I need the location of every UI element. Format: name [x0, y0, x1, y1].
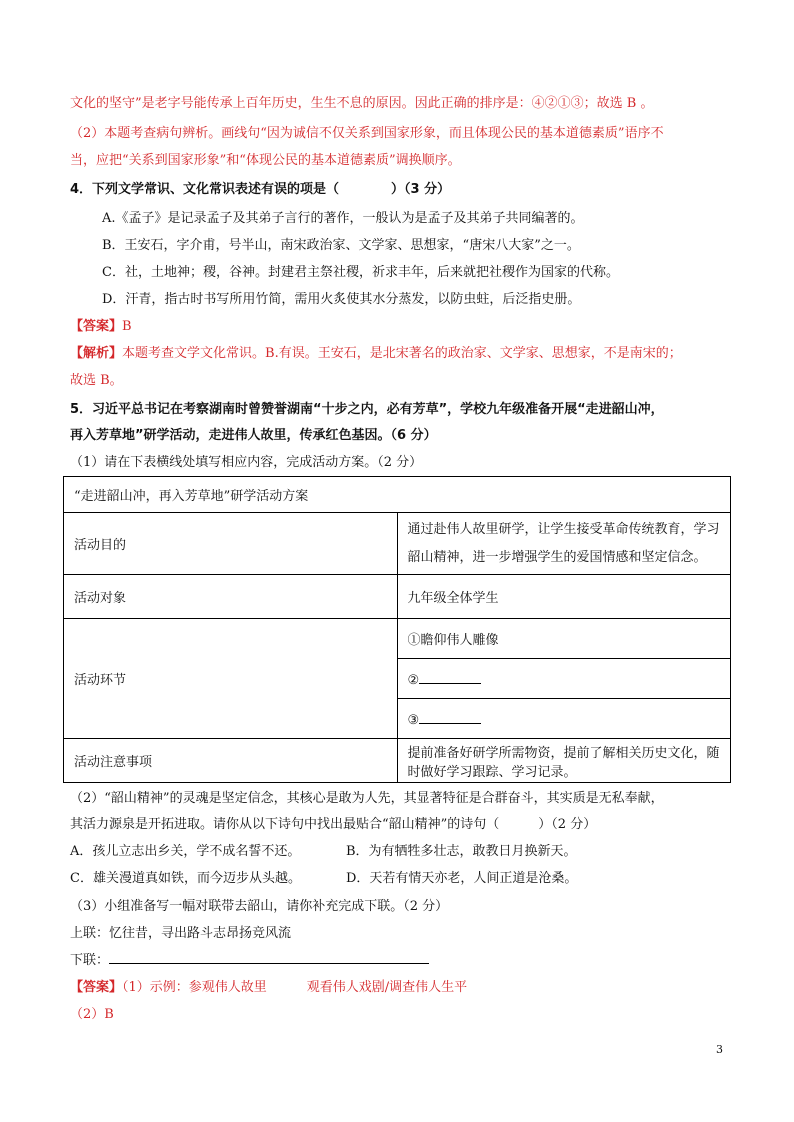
answer-1-suffix: 观看伟人戏剧/调查伟人生平: [306, 980, 468, 995]
couplet-lower: [70, 949, 429, 968]
question-5-answer-line-2: （2）B: [70, 1007, 114, 1022]
question-4-option-a: A.《孟子》是记录孟子及其弟子言行的著作，一般认为是孟子及其弟子共同编著的。: [102, 211, 584, 226]
poem-option-c: C．雄关漫道真如铁，而今迈步从头越。: [70, 871, 301, 886]
prev-answer-line-1: 文化的坚守”是老字号能传承上百年历史，生生不息的原因。因此正确的排序是：④②①③；故选 B 。: [70, 96, 654, 111]
target-text: 九年级全体学生: [397, 575, 731, 619]
couplet-lower-label: 下联：: [70, 953, 110, 968]
step-2-blank[interactable]: [419, 669, 481, 684]
analysis-tag: 【解析】: [70, 346, 123, 361]
step-2-number: ②: [407, 673, 420, 688]
target-label: 活动对象: [64, 575, 398, 619]
question-5-stem-line-1: 5．习近平总书记在考察湖南时曾赞誉湖南“十步之内，必有芳草”，学校九年级准备开展“走进韶山冲，: [70, 402, 664, 417]
question-5-sub-1: （1）请在下表横线处填写相应内容，完成活动方案。（2 分）: [70, 455, 423, 470]
question-5-sub-2-line-1: （2）“韶山精神”的灵魂是坚定信念，其核心是敢为人先，其显著特征是合群奋斗，其实质是无私奉献，: [70, 791, 664, 806]
question-4-analysis-line-2: 故选 B。: [70, 373, 123, 388]
analysis-text: 本题考查文学文化常识。B.有误。王安石，是北宋著名的政治家、文学家、思想家，不是南宋的；: [122, 346, 682, 361]
purpose-content: 通过赴伟人故里研学，让学生接受革命传统教育，学习韶山精神，进一步增强学生的爱国情感和坚定信念。: [407, 521, 720, 565]
step-3-number: ③: [407, 713, 420, 728]
question-4-option-c: C．社，土地神；稷，谷神。封建君主祭社稷，祈求丰年，后来就把社稷作为国家的代称。: [102, 265, 619, 280]
answer-1-prefix: （1）示例：参观伟人故里: [122, 980, 267, 995]
notes-text: 提前准备好研学所需物资，提前了解相关历史文化，随时做好学习跟踪、学习记录。: [397, 739, 731, 783]
purpose-label: 活动目的: [64, 513, 398, 575]
couplet-lower-blank[interactable]: [109, 949, 429, 964]
steps-label: 活动环节: [64, 619, 398, 739]
activity-plan-table: [63, 476, 731, 783]
question-5-answer-line-1: [70, 976, 467, 995]
question-4-stem: 4．下列文学常识、文化常识表述有误的项是（ ）（3 分）: [70, 182, 451, 197]
question-4-answer: [70, 315, 132, 334]
prev-answer-line-2: （2）本题考查病句辨析。画线句“因为诚信不仅关系到国家形象，而且体现公民的基本道德素质”语序不: [70, 126, 664, 141]
question-4-option-d: D．汗青，指古时书写所用竹简，需用火炙使其水分蒸发，以防虫蛀，后泛指史册。: [102, 292, 581, 307]
question-5-stem-line-2: 再入芳草地”研学活动，走进伟人故里，传承红色基因。（6 分）: [70, 428, 437, 443]
prev-answer-line-3: 当，应把“关系到国家形象”和“体现公民的基本道德素质”调换顺序。: [70, 153, 461, 168]
question-4-option-b: B．王安石，字介甫，号半山，南宋政治家、文学家、思想家，“唐宋八大家”之一。: [102, 238, 580, 253]
question-5-sub-2-line-2: 其活力源泉是开拓进取。请你从以下诗句中找出最贴合“韶山精神”的诗句（ ）（2 分）: [70, 817, 597, 832]
question-4-analysis-line-1: [70, 342, 682, 361]
question-5-sub-3: （3）小组准备写一幅对联带去韶山，请你补充完成下联。（2 分）: [70, 899, 449, 914]
page-number: 3: [716, 1043, 723, 1056]
purpose-text: [397, 513, 731, 575]
answer-value: B: [122, 319, 132, 334]
poem-option-b: B．为有牺牲多壮志，敢教日月换新天。: [346, 844, 577, 859]
step-1: ①瞻仰伟人雕像: [397, 619, 731, 659]
step-3-blank[interactable]: [419, 709, 481, 724]
answer-tag: 【答案】: [70, 319, 123, 334]
table-title: “走进韶山冲，再入芳草地”研学活动方案: [64, 477, 731, 513]
step-2: [397, 659, 731, 699]
poem-option-a: A．孩儿立志出乡关，学不成名誓不还。: [70, 844, 301, 859]
step-3: [397, 699, 731, 739]
poem-option-d: D．天若有情天亦老，人间正道是沧桑。: [346, 871, 578, 886]
answer-tag: 【答案】: [70, 980, 123, 995]
notes-label: 活动注意事项: [64, 739, 398, 783]
couplet-upper: 上联：忆往昔，寻出路斗志昂扬竞风流: [70, 926, 292, 941]
